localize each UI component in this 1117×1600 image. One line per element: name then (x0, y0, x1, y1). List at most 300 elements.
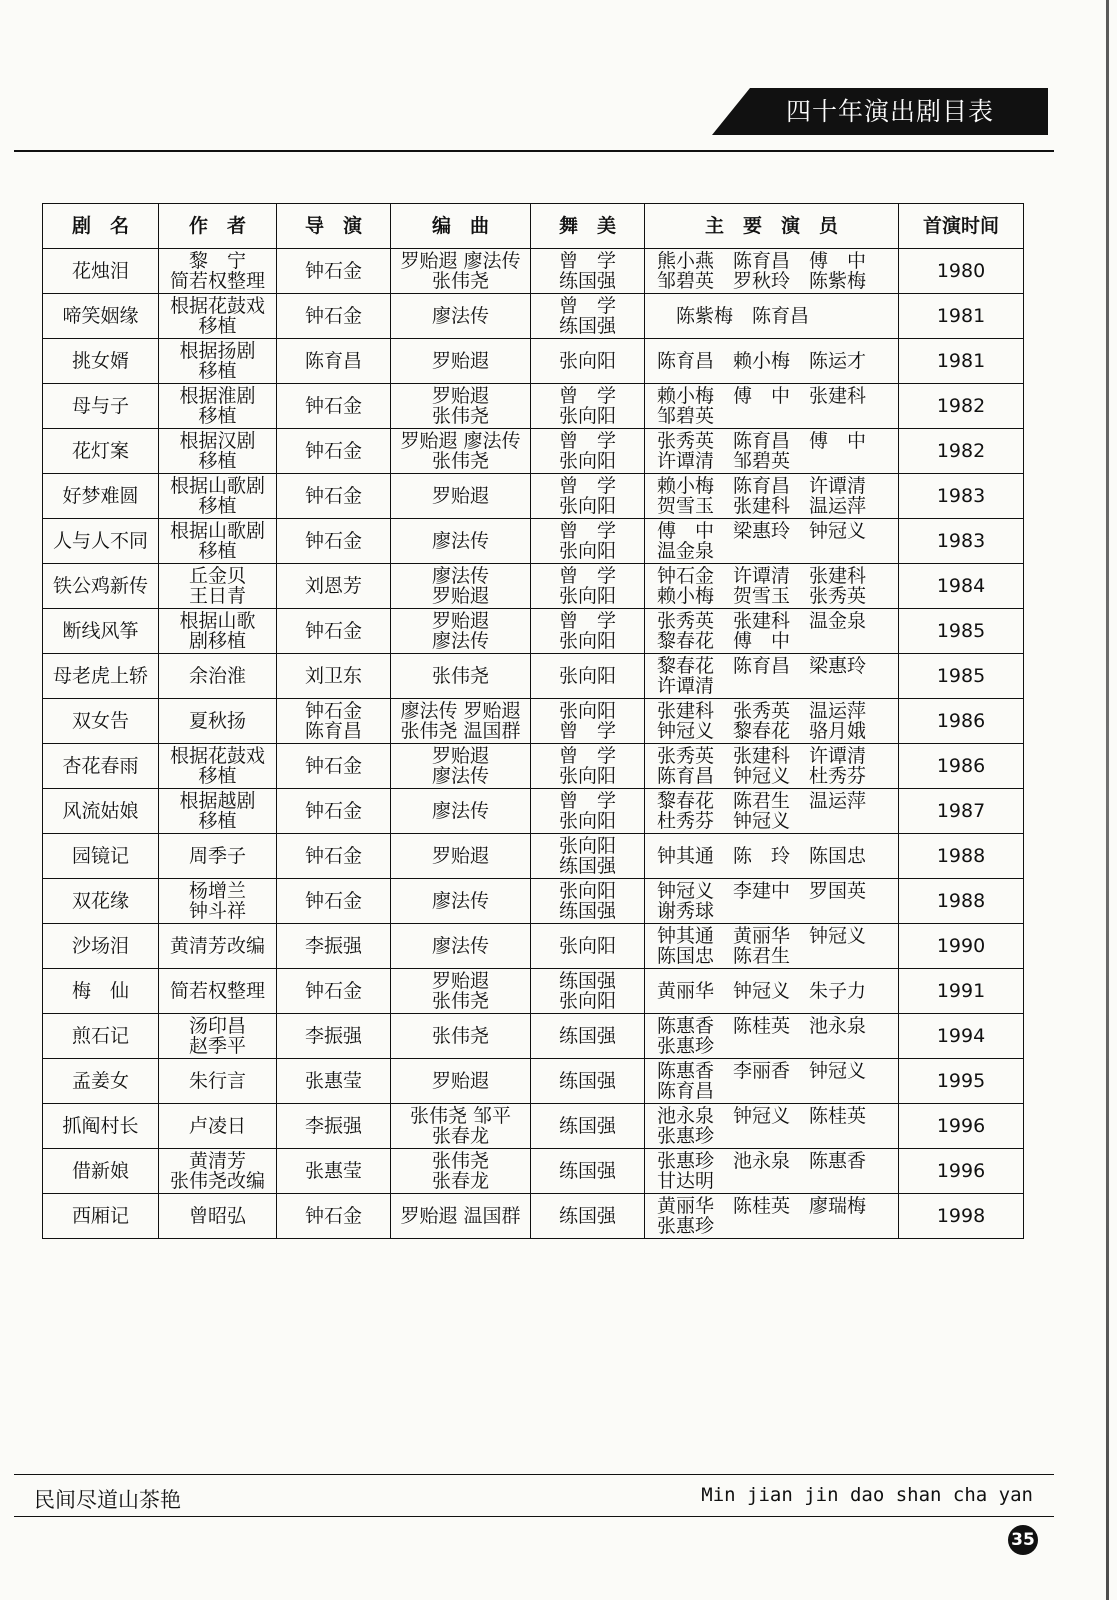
cast-line: 钟冠义 黎春花 骆月娥 (657, 720, 867, 742)
cell-name: 风流姑娘 (43, 789, 159, 834)
cell-author (159, 834, 277, 879)
cell-music (391, 1104, 531, 1149)
cell-stage (531, 339, 645, 384)
author-line: 根据花鼓戏 (169, 295, 265, 317)
cell-name: 杏花春雨 (43, 744, 159, 789)
cell-author (159, 1059, 277, 1104)
author-line: 根据山歌剧 (169, 475, 265, 497)
stage-line: 张向阳 (558, 405, 616, 427)
table-row (43, 1194, 1024, 1239)
director-line: 钟石金 (304, 485, 362, 507)
cell-year: 1986 (899, 744, 1024, 789)
cast-line: 甘达明 (657, 1170, 715, 1192)
cell-author (159, 384, 277, 429)
director-line: 钟石金 (304, 700, 362, 722)
music-line: 廖法传 (431, 890, 489, 912)
stage-line: 张向阳 (558, 700, 616, 722)
stage-line: 张向阳 (558, 630, 616, 652)
author-line: 移植 (198, 315, 237, 337)
director-line: 钟石金 (304, 890, 362, 912)
cell-music (391, 519, 531, 564)
stage-line: 练国强 (558, 1025, 616, 1047)
stage-line: 曾 学 (558, 250, 616, 272)
stage-line: 张向阳 (558, 540, 616, 562)
stage-line: 张向阳 (558, 990, 616, 1012)
director-line: 李振强 (304, 1025, 362, 1047)
cast-line: 许谭清 邹碧英 (657, 450, 791, 472)
cast-line: 张惠珍 (657, 1215, 715, 1237)
cell-cast (645, 1194, 899, 1239)
cast-line: 温金泉 (657, 540, 715, 562)
cast-line: 赖小梅 傅 中 张建科 (657, 385, 867, 407)
cast-line: 张秀英 张建科 温金泉 (657, 610, 867, 632)
cell-music (391, 249, 531, 294)
cell-author (159, 654, 277, 699)
cast-line: 赖小梅 陈育昌 许谭清 (657, 475, 867, 497)
table-row (43, 789, 1024, 834)
col-header-music: 编 曲 (391, 204, 531, 249)
page-title: 四十年演出剧目表 (786, 97, 995, 126)
cast-line: 张秀英 陈育昌 傅 中 (657, 430, 867, 452)
cell-stage (531, 924, 645, 969)
cell-author (159, 879, 277, 924)
cast-line: 许谭清 (657, 675, 715, 697)
author-line: 杨增兰 (188, 880, 246, 902)
cell-stage (531, 564, 645, 609)
cell-cast (645, 744, 899, 789)
stage-line: 练国强 (558, 1160, 616, 1182)
author-line: 移植 (198, 765, 237, 787)
cell-year: 1990 (899, 924, 1024, 969)
music-line: 罗贻遐 (431, 585, 489, 607)
cast-line: 黎春花 陈育昌 梁惠玲 (657, 655, 867, 677)
cell-director (277, 744, 391, 789)
director-line: 钟石金 (304, 800, 362, 822)
cell-name: 煎石记 (43, 1014, 159, 1059)
cell-director (277, 1059, 391, 1104)
cell-cast (645, 1104, 899, 1149)
cell-cast (645, 609, 899, 654)
cell-music (391, 834, 531, 879)
col-header-name: 剧 名 (43, 204, 159, 249)
music-line: 廖法传 (431, 630, 489, 652)
director-line: 张惠莹 (304, 1160, 362, 1182)
cast-line: 傅 中 梁惠玲 钟冠义 (657, 520, 867, 542)
cell-author (159, 924, 277, 969)
music-line: 廖法传 罗贻遐 (400, 700, 521, 722)
cell-cast (645, 654, 899, 699)
col-header-cast: 主 要 演 员 (645, 204, 899, 249)
stage-line: 曾 学 (558, 720, 616, 742)
cell-music (391, 564, 531, 609)
author-line: 移植 (198, 495, 237, 517)
author-line: 移植 (198, 810, 237, 832)
table-row (43, 564, 1024, 609)
author-line: 根据汉剧 (179, 430, 256, 452)
cell-stage (531, 609, 645, 654)
cell-stage (531, 1149, 645, 1194)
cell-year: 1987 (899, 789, 1024, 834)
cell-cast (645, 1059, 899, 1104)
col-header-year: 首演时间 (899, 204, 1024, 249)
cell-year: 1980 (899, 249, 1024, 294)
cast-line: 钟其通 黄丽华 钟冠义 (657, 925, 867, 947)
music-line: 廖法传 (431, 530, 489, 552)
cell-director (277, 564, 391, 609)
table-row (43, 1104, 1024, 1149)
cast-line: 邹碧英 罗秋玲 陈紫梅 (657, 270, 867, 292)
cell-author (159, 1149, 277, 1194)
cell-cast (645, 294, 899, 339)
author-line: 朱行言 (188, 1070, 246, 1092)
author-line: 钟斗祥 (188, 900, 246, 922)
cast-line: 钟冠义 李建中 罗国英 (657, 880, 867, 902)
author-line: 黄清芳改编 (169, 935, 265, 957)
cast-line: 张建科 张秀英 温运萍 (657, 700, 867, 722)
cell-music (391, 654, 531, 699)
music-line: 廖法传 (431, 305, 489, 327)
cell-cast (645, 429, 899, 474)
cell-cast (645, 519, 899, 564)
cast-line: 钟其通 陈 玲 陈国忠 (657, 845, 867, 867)
cell-author (159, 474, 277, 519)
cell-director (277, 879, 391, 924)
cell-music (391, 384, 531, 429)
table-row (43, 1014, 1024, 1059)
author-line: 周季子 (188, 845, 246, 867)
col-header-author: 作 者 (159, 204, 277, 249)
cell-name: 花烛泪 (43, 249, 159, 294)
music-line: 罗贻遐 (431, 1070, 489, 1092)
cell-stage (531, 789, 645, 834)
cell-music (391, 879, 531, 924)
director-line: 钟石金 (304, 980, 362, 1002)
cell-stage (531, 879, 645, 924)
cell-year: 1988 (899, 879, 1024, 924)
director-line: 钟石金 (304, 395, 362, 417)
stage-line: 曾 学 (558, 295, 616, 317)
cell-stage (531, 384, 645, 429)
cell-author (159, 1104, 277, 1149)
table-row (43, 249, 1024, 294)
cell-author (159, 744, 277, 789)
cell-cast (645, 564, 899, 609)
stage-line: 张向阳 (558, 585, 616, 607)
cell-name: 抓阄村长 (43, 1104, 159, 1149)
cell-director (277, 789, 391, 834)
music-line: 张伟尧 (431, 450, 489, 472)
stage-line: 张向阳 (558, 350, 616, 372)
table-row (43, 699, 1024, 744)
author-line: 张伟尧改编 (169, 1170, 265, 1192)
cell-cast (645, 789, 899, 834)
cell-year: 1985 (899, 609, 1024, 654)
cell-author (159, 519, 277, 564)
table-row (43, 1059, 1024, 1104)
table-row (43, 519, 1024, 564)
cell-stage (531, 1194, 645, 1239)
director-line: 李振强 (304, 935, 362, 957)
cell-author (159, 789, 277, 834)
music-line: 廖法传 (431, 765, 489, 787)
author-line: 剧移植 (188, 630, 246, 652)
author-line: 卢凌日 (188, 1115, 246, 1137)
director-line: 张惠莹 (304, 1070, 362, 1092)
music-line: 罗贻遐 廖法传 (400, 250, 521, 272)
cast-line: 张惠珍 池永泉 陈惠香 (657, 1150, 867, 1172)
cell-year: 1982 (899, 429, 1024, 474)
cell-director (277, 654, 391, 699)
table-row (43, 879, 1024, 924)
stage-line: 张向阳 (558, 880, 616, 902)
cell-name: 母与子 (43, 384, 159, 429)
cast-line: 陈惠香 陈桂英 池永泉 (657, 1015, 867, 1037)
cell-cast (645, 339, 899, 384)
cell-year: 1983 (899, 519, 1024, 564)
music-line: 廖法传 (431, 565, 489, 587)
table-row (43, 609, 1024, 654)
cast-line: 陈育昌 钟冠义 杜秀芬 (657, 765, 867, 787)
stage-line: 曾 学 (558, 790, 616, 812)
stage-line: 练国强 (558, 1205, 616, 1227)
cell-name: 好梦难圆 (43, 474, 159, 519)
music-line: 罗贻遐 (431, 485, 489, 507)
cell-name: 双花缘 (43, 879, 159, 924)
cell-name: 啼笑姻缘 (43, 294, 159, 339)
cell-year: 1988 (899, 834, 1024, 879)
music-line: 廖法传 (431, 935, 489, 957)
music-line: 罗贻遐 廖法传 (400, 430, 521, 452)
music-line: 罗贻遐 (431, 845, 489, 867)
stage-line: 练国强 (558, 855, 616, 877)
table-row (43, 924, 1024, 969)
cell-year: 1994 (899, 1014, 1024, 1059)
director-line: 陈育昌 (304, 720, 362, 742)
cell-cast (645, 834, 899, 879)
cell-name: 母老虎上轿 (43, 654, 159, 699)
cast-line: 钟石金 许谭清 张建科 (657, 565, 867, 587)
cast-line: 邹碧英 (657, 405, 715, 427)
music-line: 张伟尧 (431, 665, 489, 687)
cell-music (391, 609, 531, 654)
director-line: 钟石金 (304, 755, 362, 777)
cell-name: 借新娘 (43, 1149, 159, 1194)
author-line: 黄清芳 (188, 1150, 246, 1172)
cell-music (391, 924, 531, 969)
cell-year: 1996 (899, 1149, 1024, 1194)
cell-director (277, 519, 391, 564)
cast-line: 黄丽华 钟冠义 朱子力 (657, 980, 867, 1002)
author-line: 丘金贝 (188, 565, 246, 587)
cell-cast (645, 924, 899, 969)
cell-year: 1986 (899, 699, 1024, 744)
table-row (43, 744, 1024, 789)
author-line: 根据花鼓戏 (169, 745, 265, 767)
cell-director (277, 834, 391, 879)
cell-cast (645, 699, 899, 744)
director-line: 钟石金 (304, 260, 362, 282)
cell-cast (645, 1149, 899, 1194)
footer-title-pinyin: Min jian jin dao shan cha yan (701, 1484, 1033, 1506)
music-line: 张伟尧 (431, 405, 489, 427)
cell-year: 1985 (899, 654, 1024, 699)
cell-cast (645, 969, 899, 1014)
cell-music (391, 744, 531, 789)
table-row (43, 384, 1024, 429)
table-row (43, 1149, 1024, 1194)
cast-line: 黎春花 陈君生 温运萍 (657, 790, 867, 812)
cell-author (159, 699, 277, 744)
author-line: 根据越剧 (179, 790, 256, 812)
page-edge-shadow (1106, 0, 1109, 1600)
header-divider (14, 150, 1054, 152)
cell-stage (531, 249, 645, 294)
cell-stage (531, 654, 645, 699)
cell-year: 1996 (899, 1104, 1024, 1149)
cell-stage (531, 519, 645, 564)
stage-line: 曾 学 (558, 565, 616, 587)
director-line: 钟石金 (304, 305, 362, 327)
cell-year: 1995 (899, 1059, 1024, 1104)
cell-music (391, 339, 531, 384)
cast-line: 黄丽华 陈桂英 廖瑞梅 (657, 1195, 867, 1217)
cell-stage (531, 744, 645, 789)
cast-line: 张秀英 张建科 许谭清 (657, 745, 867, 767)
cell-cast (645, 474, 899, 519)
cell-music (391, 474, 531, 519)
music-line: 张伟尧 (431, 270, 489, 292)
cell-music (391, 1014, 531, 1059)
cell-director (277, 474, 391, 519)
author-line: 赵季平 (188, 1035, 246, 1057)
cell-director (277, 339, 391, 384)
director-line: 钟石金 (304, 620, 362, 642)
table-row (43, 294, 1024, 339)
author-line: 移植 (198, 405, 237, 427)
stage-line: 曾 学 (558, 430, 616, 452)
music-line: 廖法传 (431, 800, 489, 822)
cell-director (277, 1194, 391, 1239)
repertoire-table (42, 203, 1024, 1239)
cell-cast (645, 249, 899, 294)
cell-author (159, 609, 277, 654)
cell-director (277, 699, 391, 744)
music-line: 张伟尧 (431, 1150, 489, 1172)
stage-line: 练国强 (558, 970, 616, 992)
table-header-row (43, 204, 1024, 249)
cell-stage (531, 834, 645, 879)
cell-name: 梅 仙 (43, 969, 159, 1014)
music-line: 张春龙 (431, 1170, 489, 1192)
music-line: 张伟尧 温国群 (400, 720, 521, 742)
cell-year: 1982 (899, 384, 1024, 429)
cell-name: 断线风筝 (43, 609, 159, 654)
music-line: 罗贻遐 (431, 745, 489, 767)
table-row (43, 474, 1024, 519)
author-line: 根据淮剧 (179, 385, 256, 407)
cell-director (277, 384, 391, 429)
page-number: 35 (1008, 1525, 1038, 1555)
author-line: 汤印昌 (188, 1015, 246, 1037)
author-line: 简若权整理 (169, 980, 265, 1002)
cell-director (277, 249, 391, 294)
music-line: 张伟尧 邹平 (409, 1105, 512, 1127)
cast-line: 陈育昌 (657, 1080, 715, 1102)
author-line: 曾昭弘 (188, 1205, 246, 1227)
stage-line: 张向阳 (558, 835, 616, 857)
cell-music (391, 1059, 531, 1104)
music-line: 罗贻遐 (431, 610, 489, 632)
cell-cast (645, 384, 899, 429)
music-line: 张春龙 (431, 1125, 489, 1147)
cast-line: 池永泉 钟冠义 陈桂英 (657, 1105, 867, 1127)
stage-line: 张向阳 (558, 810, 616, 832)
cell-year: 1991 (899, 969, 1024, 1014)
cell-year: 1998 (899, 1194, 1024, 1239)
footer-divider-top (14, 1474, 1054, 1475)
cell-music (391, 789, 531, 834)
author-line: 根据山歌剧 (169, 520, 265, 542)
cast-line: 张惠珍 (657, 1035, 715, 1057)
cell-stage (531, 1104, 645, 1149)
cell-director (277, 609, 391, 654)
cell-author (159, 564, 277, 609)
stage-line: 练国强 (558, 270, 616, 292)
cell-stage (531, 294, 645, 339)
director-line: 钟石金 (304, 1205, 362, 1227)
cell-music (391, 1194, 531, 1239)
director-line: 刘卫东 (304, 665, 362, 687)
cell-year: 1981 (899, 339, 1024, 384)
author-line: 根据山歌 (179, 610, 256, 632)
cast-line: 谢秀球 (657, 900, 715, 922)
cell-author (159, 969, 277, 1014)
stage-line: 曾 学 (558, 520, 616, 542)
cast-line: 陈惠香 李丽香 钟冠义 (657, 1060, 867, 1082)
stage-line: 曾 学 (558, 745, 616, 767)
stage-line: 张向阳 (558, 935, 616, 957)
music-line: 罗贻遐 (431, 970, 489, 992)
music-line: 罗贻遐 (431, 385, 489, 407)
cast-line: 张惠珍 (657, 1125, 715, 1147)
director-line: 钟石金 (304, 530, 362, 552)
cell-cast (645, 1014, 899, 1059)
cell-director (277, 1014, 391, 1059)
author-line: 黎 宁 (188, 250, 246, 272)
footer-divider-bottom (14, 1516, 1054, 1517)
author-line: 移植 (198, 540, 237, 562)
cell-director (277, 429, 391, 474)
col-header-director: 导 演 (277, 204, 391, 249)
cast-line: 陈国忠 陈君生 (657, 945, 791, 967)
cell-music (391, 429, 531, 474)
stage-line: 练国强 (558, 900, 616, 922)
table-row (43, 339, 1024, 384)
cell-cast (645, 879, 899, 924)
cell-author (159, 1014, 277, 1059)
cell-name: 花灯案 (43, 429, 159, 474)
cell-name: 沙场泪 (43, 924, 159, 969)
cast-line: 陈紫梅 陈育昌 (657, 305, 810, 327)
col-header-stage: 舞 美 (531, 204, 645, 249)
table-body (43, 249, 1024, 1239)
stage-line: 曾 学 (558, 610, 616, 632)
cell-stage (531, 429, 645, 474)
cell-name: 人与人不同 (43, 519, 159, 564)
table-row (43, 969, 1024, 1014)
music-line: 张伟尧 (431, 990, 489, 1012)
cell-stage (531, 969, 645, 1014)
